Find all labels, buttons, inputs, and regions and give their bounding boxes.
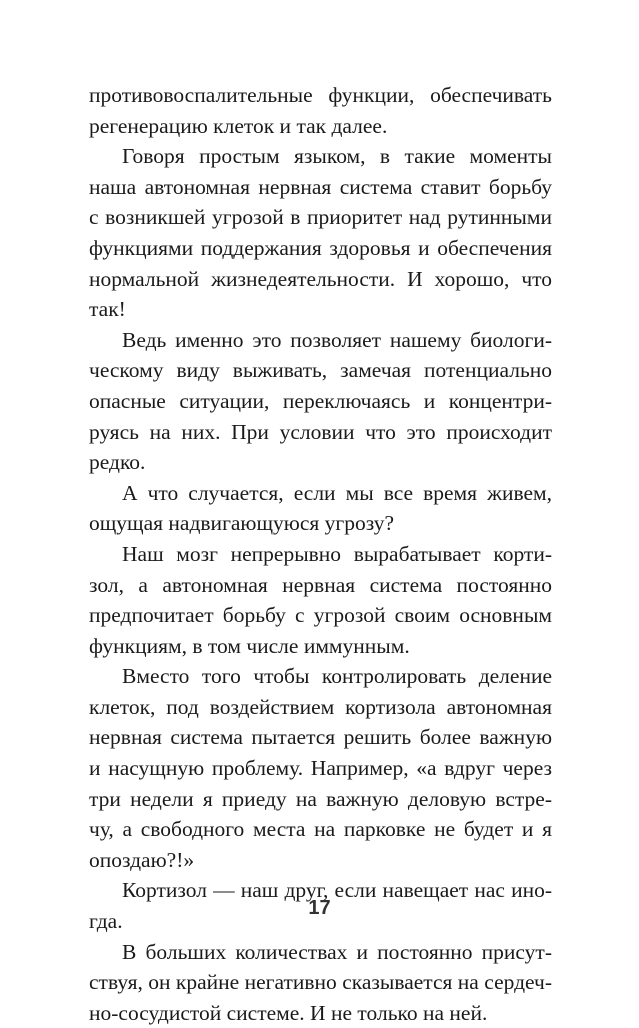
text-line: опасные ситуации, переключаясь и концентри- [89, 388, 552, 413]
text-line: Говоря простым языком, в такие моменты [122, 144, 552, 169]
text-line: противовоспалительные функции, обеспечивать [89, 83, 552, 107]
text-line: функциями поддержания здоровья и обеспечения [89, 235, 552, 260]
text-line: редко. [89, 450, 146, 475]
text-line: Кортизол — наш друг, если навещает нас ино- [122, 878, 552, 903]
text-line: Наш мозг непрерывно вырабатывает корти- [122, 541, 552, 566]
text-line: наша автономная нервная система ставит борьбу [89, 174, 552, 199]
text-line: ощущая надвигающуюся угрозу? [89, 511, 395, 536]
text-line: гда. [89, 909, 123, 934]
text-line: но-сосудистой системе. И не только на ней. [89, 1000, 488, 1025]
text-line: А что случается, если мы все время живем, [122, 480, 552, 505]
text-line: функциям, в том числе иммунным. [89, 633, 410, 658]
text-line: регенерацию клеток и так далее. [89, 113, 388, 138]
text-line: предпочитает борьбу с угрозой своим основным [89, 603, 552, 628]
text-line: ческому виду выживать, замечая потенциально [89, 358, 552, 383]
text-line: с возникшей угрозой в приоритет над рутинными [89, 205, 552, 230]
text-line: Ведь именно это позволяет нашему биологи- [122, 327, 552, 352]
text-line: и насущную проблему. Например, «а вдруг через [89, 756, 552, 781]
text-line: нервная система пытается решить более важную [89, 725, 552, 750]
page-number: 17 [308, 897, 331, 919]
text-line: ствуя, он крайне негативно сказывается на сердеч- [89, 970, 552, 995]
text-line: клеток, под воздействием кортизола автономная [89, 694, 552, 719]
text-line: руясь на них. При условии что это происходит [89, 419, 552, 444]
text-line: три недели я приеду на важную деловую встре- [89, 786, 552, 811]
text-line: Вместо того чтобы контролировать деление [122, 664, 552, 689]
text-line: так! [89, 297, 126, 322]
text-line: зол, а автономная нервная система постоянно [89, 572, 552, 597]
text-line: нормальной жизнедеятельности. И хорошо, что [89, 266, 552, 291]
text-line: В больших количествах и постоянно присут- [122, 939, 552, 964]
text-line: чу, а свободного места на парковке не будет и я [89, 817, 552, 842]
book-page-text [89, 80, 552, 1028]
text-line: опоздаю?!» [89, 847, 195, 872]
